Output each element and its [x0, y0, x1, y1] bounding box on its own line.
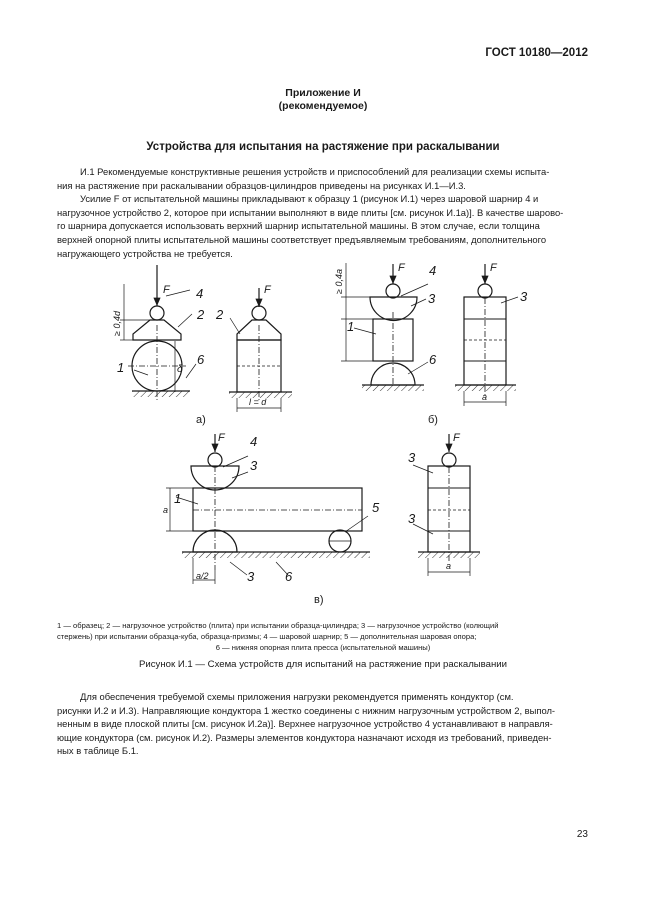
dim-a-v2: a — [446, 561, 452, 571]
label-force-v2: F — [453, 432, 460, 444]
label-3-v2-bottom: 3 — [408, 511, 416, 526]
label-4-b: 4 — [429, 263, 437, 278]
label-force-a: F — [163, 284, 170, 296]
label-6-b: 6 — [429, 352, 437, 367]
legend-line: 1 — образец; 2 — нагрузочное устройство (плита) при испытании образца-цилиндра; 3 — нагрузочное устройство (колющий — [57, 621, 499, 630]
dim-04a: ≥ 0,4a — [334, 269, 344, 294]
paragraph-1-line: И.1 Рекомендуемые конструктивные решения устройств и приспособлений для реализации схемы испыта- — [80, 166, 550, 177]
dim-04d: ≥ 0,4d — [112, 311, 122, 336]
label-1-v: 1 — [174, 491, 182, 506]
paragraph-2-line: ных в таблице Б.1. — [57, 745, 139, 757]
diagram-a-left — [120, 265, 196, 400]
label-6-v: 6 — [285, 569, 293, 584]
label-force-b2: F — [490, 262, 497, 274]
label-1-a: 1 — [117, 360, 125, 375]
paragraph-1-line: нагрузочное устройство 2, которое при испытании выполняют в виде плиты [см. рисунок И.1а)]. В качестве шарово- — [57, 206, 564, 218]
paragraph-1-line: нагружающего устройства не требуется. — [57, 247, 233, 259]
dim-a-b: a — [482, 392, 488, 402]
appendix-subtitle: (рекомендуемое) — [278, 100, 368, 112]
paragraph-2-line: рисунки И.2 и И.3). Направляющие кондуктора 1 жестко соединены с нижним нагрузочным устройством 2, выпол- — [57, 704, 556, 716]
figure-legend — [57, 620, 589, 653]
dim-a-v: a — [163, 505, 169, 515]
legend-line: стержень) при испытании образца-куба, образца-призмы; 4 — шаровой шарнир; 5 — дополнительная шаровая опора; — [57, 632, 477, 641]
label-2-a2: 2 — [216, 307, 224, 322]
label-3-v2-top: 3 — [408, 450, 416, 465]
label-diagram-a: а) — [196, 414, 206, 426]
label-4-v: 4 — [250, 434, 258, 449]
label-3-v: 3 — [250, 458, 258, 473]
dim-ld: l = d — [249, 397, 267, 407]
paragraph-2-line: Для обеспечения требуемой схемы приложения нагрузки рекомендуется применять кондуктор (см. — [80, 691, 514, 702]
paragraph-2 — [57, 690, 589, 758]
page-number: 23 — [576, 829, 588, 840]
paragraph-1-line: ния на растяжение при раскалывании образцов-цилиндров приведены на рисунках И.1—И.3. — [57, 179, 466, 191]
diagram-v-left — [166, 434, 370, 584]
figure-caption: Рисунок И.1 — Схема устройств для испытаний на растяжение при раскалывании — [138, 659, 508, 670]
label-force-v: F — [218, 432, 225, 444]
appendix-title: Приложение И — [285, 87, 361, 99]
legend-line: 6 — нижняя опорная плита пресса (испытательной машины) — [215, 643, 431, 652]
paragraph-2-line: ненным в виде плоской плиты [см. рисунок И.2а)]. Верхнее нагрузочное устройство 4 устанавливают в направля- — [57, 718, 553, 730]
paragraph-1-line: Усилие F от испытательной машины прикладывают к образцу 1 (рисунок И.1) через шаровой шарнир 4 и — [80, 193, 539, 205]
label-diagram-v: в) — [314, 594, 324, 606]
label-3-b: 3 — [428, 291, 436, 306]
standard-header: ГОСТ 10180—2012 — [485, 47, 588, 59]
label-3-v-bottom: 3 — [247, 569, 255, 584]
paragraph-2-line: ющие кондуктора (см. рисунок И.2). Размеры элементов кондуктора назначают исходя из требований, приведен- — [57, 731, 552, 743]
section-title: Устройства для испытания на растяжение при раскалывании — [146, 141, 500, 153]
label-5-v: 5 — [372, 500, 380, 515]
diagram-v-right — [413, 434, 480, 576]
label-4-a: 4 — [196, 286, 204, 301]
paragraph-1-line: верхней опорной плиты испытательной машины соответствует предъявляемым требованиям, дополнительного — [57, 233, 547, 245]
label-diagram-b: б) — [428, 414, 438, 426]
label-3-b2: 3 — [520, 289, 528, 304]
label-6-a: 6 — [197, 352, 205, 367]
dim-a2: a/2 — [196, 571, 209, 581]
diagram-b-right — [455, 264, 518, 406]
diagram-a-right — [229, 288, 292, 412]
label-1-b: 1 — [347, 319, 355, 334]
dim-delta: δ — [177, 364, 183, 375]
label-force-a2: F — [264, 284, 271, 296]
label-2-a: 2 — [197, 307, 205, 322]
label-force-b: F — [398, 262, 405, 274]
paragraph-1-line: го шарнира допускается использовать верхний шарнир испытательной машины. В этом случае, если толщина — [57, 220, 540, 232]
